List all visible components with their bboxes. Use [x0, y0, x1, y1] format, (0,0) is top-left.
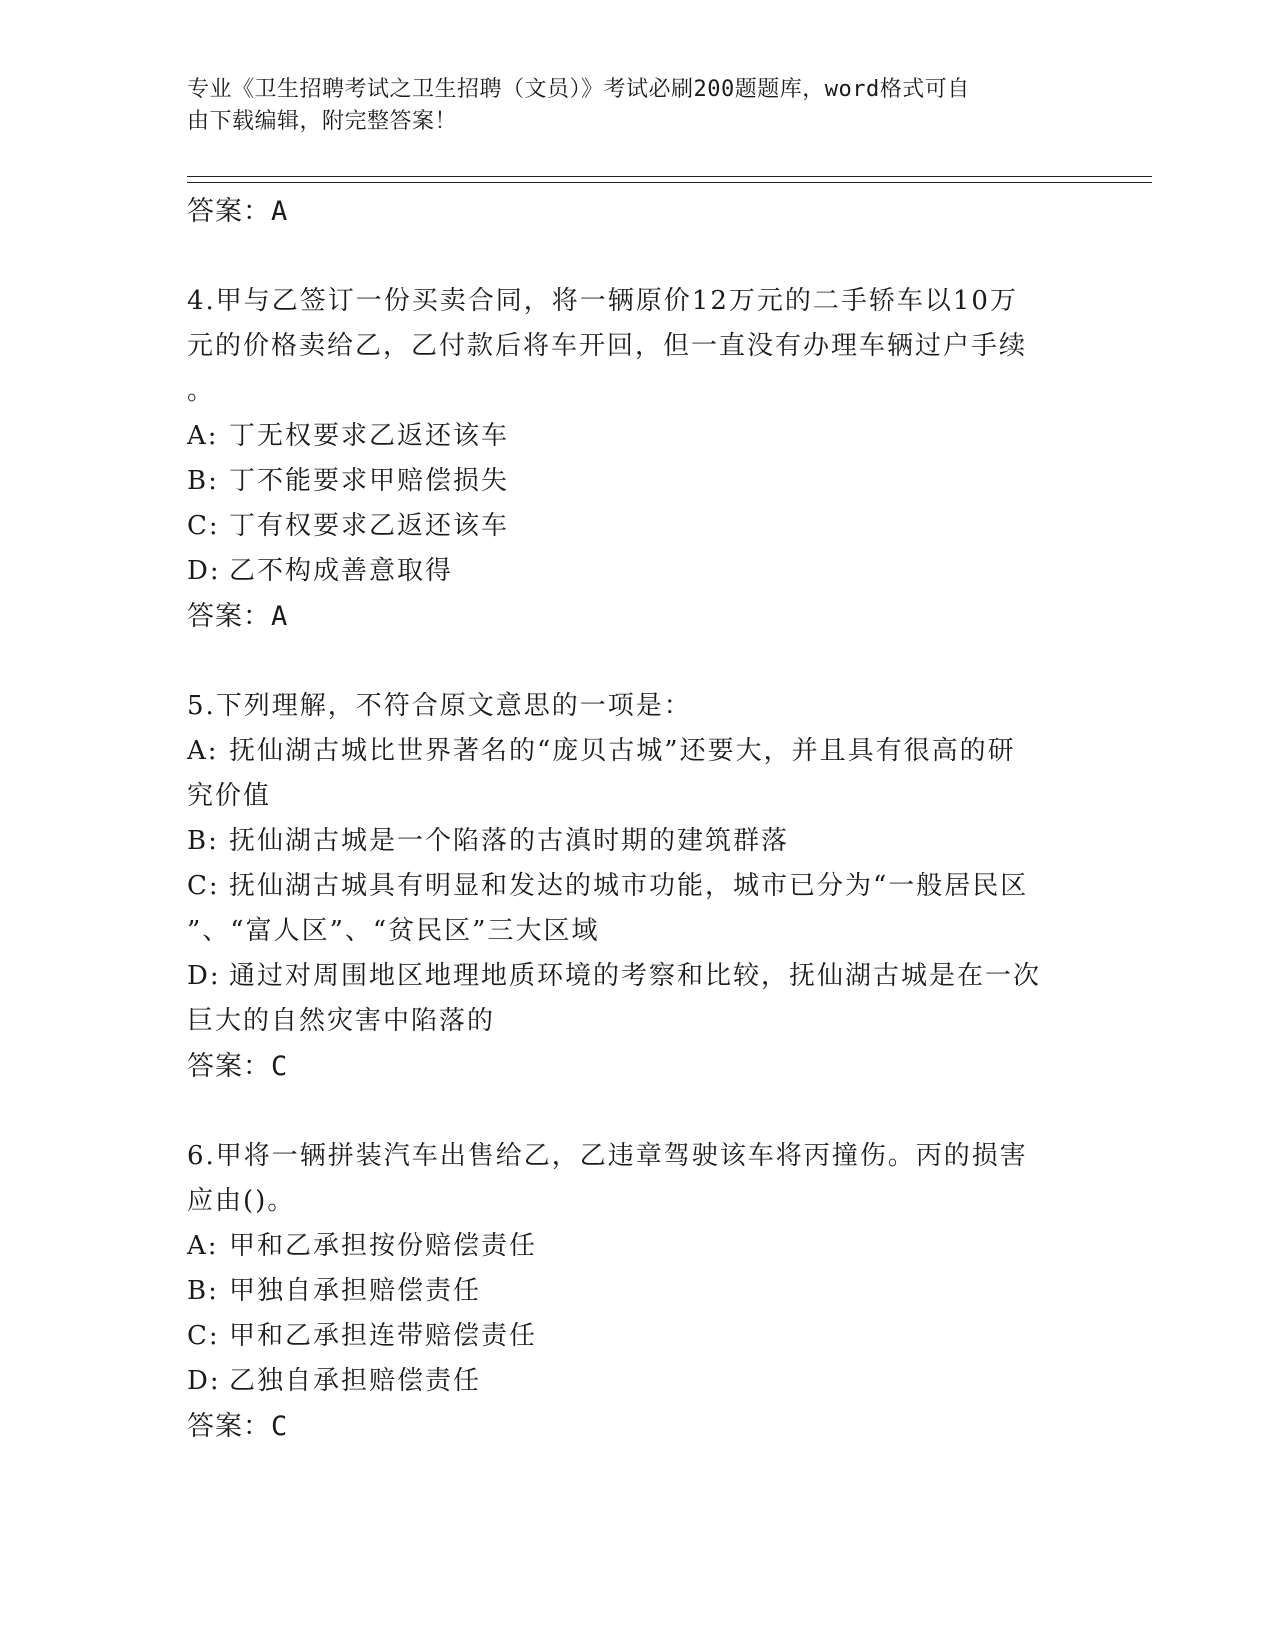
option-line — [187, 909, 1087, 954]
option-line — [187, 1359, 1087, 1404]
option-text: 抚仙湖古城具有明显和发达的城市功能，城市已分为“一般居民区 — [229, 871, 1029, 901]
document-header — [187, 74, 1067, 138]
option-text: 丁有权要求乙返还该车 — [229, 511, 510, 541]
answer-line: 答案：C — [187, 1051, 289, 1082]
option-text: 丁无权要求乙返还该车 — [229, 421, 510, 451]
option-line — [187, 1224, 1087, 1269]
header-line: 由下载编辑，附完整答案！ — [187, 109, 458, 134]
option-label: A: — [187, 421, 219, 451]
header-divider — [187, 182, 1152, 183]
question-stem: 。 — [187, 376, 216, 406]
question-stem: 应由()。 — [187, 1186, 296, 1216]
question-stem: 5.下列理解，不符合原文意思的一项是： — [187, 691, 692, 721]
option-line — [187, 459, 1087, 504]
document-body — [187, 189, 1087, 1449]
option-text: 乙独自承担赔偿责任 — [229, 1366, 482, 1396]
option-label: D: — [187, 1366, 221, 1396]
option-text: 甲和乙承担连带赔偿责任 — [229, 1321, 538, 1351]
option-text: 巨大的自然灾害中陷落的 — [187, 1006, 496, 1036]
option-line — [187, 549, 1087, 594]
option-text: 通过对周围地区地理地质环境的考察和比较，抚仙湖古城是在一次 — [229, 961, 1042, 991]
option-label: C: — [187, 511, 220, 541]
option-label: C: — [187, 871, 220, 901]
option-text: 乙不构成善意取得 — [229, 556, 454, 586]
option-label: B: — [187, 1276, 219, 1306]
option-label: D: — [187, 556, 221, 586]
option-line — [187, 1314, 1087, 1359]
question-stem: 元的价格卖给乙，乙付款后将车开回，但一直没有办理车辆过户手续 — [187, 331, 1028, 361]
option-line — [187, 504, 1087, 549]
option-text: 丁不能要求甲赔偿损失 — [229, 466, 510, 496]
answer-line: 答案：A — [187, 196, 289, 227]
option-line — [187, 999, 1087, 1044]
option-label: A: — [187, 736, 219, 766]
question-block — [187, 684, 1087, 1089]
option-line — [187, 414, 1087, 459]
question-block — [187, 1134, 1087, 1449]
option-text: 抚仙湖古城比世界著名的“庞贝古城”还要大，并且具有很高的研 — [229, 736, 1016, 766]
option-line — [187, 1269, 1087, 1314]
header-divider — [187, 176, 1152, 177]
question-block — [187, 279, 1087, 639]
option-line — [187, 819, 1087, 864]
header-line: 专业《卫生招聘考试之卫生招聘（文员）》考试必刷200题题库，word格式可自 — [187, 77, 970, 102]
option-text: 究价值 — [187, 781, 272, 811]
answer-line: 答案：A — [187, 601, 289, 632]
option-label: C: — [187, 1321, 220, 1351]
option-label: B: — [187, 466, 219, 496]
question-stem: 4.甲与乙签订一份买卖合同，将一辆原价12万元的二手轿车以10万 — [187, 286, 1018, 316]
answer-line: 答案：C — [187, 1411, 289, 1442]
option-label: A: — [187, 1231, 219, 1261]
option-label: B: — [187, 826, 219, 856]
option-text: ”、“富人区”、“贫民区”三大区域 — [187, 916, 600, 946]
option-label: D: — [187, 961, 221, 991]
option-line — [187, 954, 1087, 999]
option-text: 抚仙湖古城是一个陷落的古滇时期的建筑群落 — [229, 826, 790, 856]
option-text: 甲和乙承担按份赔偿责任 — [229, 1231, 538, 1261]
question-stem: 6.甲将一辆拼装汽车出售给乙，乙违章驾驶该车将丙撞伤。丙的损害 — [187, 1141, 1028, 1171]
option-line — [187, 864, 1087, 909]
option-text: 甲独自承担赔偿责任 — [229, 1276, 482, 1306]
option-line — [187, 729, 1087, 774]
option-line — [187, 774, 1087, 819]
question-list — [187, 279, 1087, 1449]
